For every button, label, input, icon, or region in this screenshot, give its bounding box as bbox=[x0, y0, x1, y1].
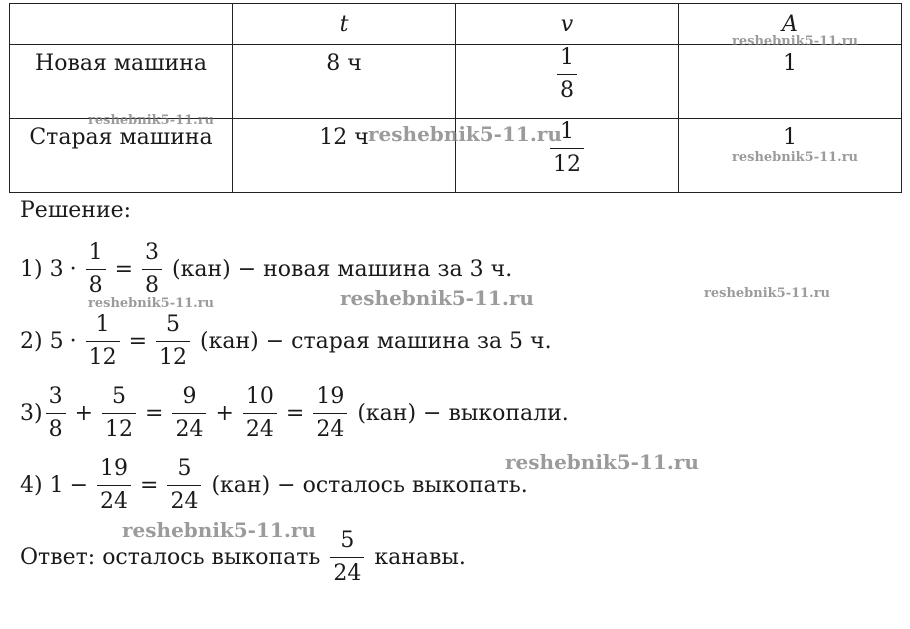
step-text: (кан) − осталось выкопать. bbox=[211, 473, 528, 498]
step-term: 1 bbox=[49, 473, 64, 498]
fraction bbox=[86, 242, 106, 297]
watermark: reshebnik5-11.ru bbox=[88, 113, 215, 128]
row-label: Новая машина bbox=[10, 45, 233, 119]
fraction-denominator: 24 bbox=[172, 413, 206, 441]
fraction bbox=[156, 314, 190, 369]
table-header-cell: t bbox=[233, 4, 456, 45]
fraction-denominator: 24 bbox=[167, 485, 201, 513]
fraction-numerator: 10 bbox=[245, 384, 274, 409]
step-text: (кан) − старая машина за 5 ч. bbox=[200, 329, 552, 354]
step-term: 5 bbox=[49, 329, 64, 354]
fraction bbox=[86, 314, 120, 369]
fraction-numerator: 19 bbox=[100, 456, 129, 481]
answer-prefix: Ответ: осталось выкопать bbox=[20, 545, 321, 570]
watermark: reshebnik5-11.ru bbox=[340, 286, 534, 310]
step-term: 3 bbox=[49, 257, 64, 282]
work-cell: 1 bbox=[679, 45, 902, 119]
fraction bbox=[46, 386, 66, 441]
fraction-denominator: 8 bbox=[142, 269, 162, 297]
fraction-numerator: 1 bbox=[88, 240, 103, 265]
equals-sign: = bbox=[114, 257, 134, 282]
equals-sign: = bbox=[285, 401, 305, 426]
fraction bbox=[172, 386, 206, 441]
fraction-denominator: 12 bbox=[86, 341, 120, 369]
solution-heading: Решение: bbox=[20, 198, 132, 223]
fraction-denominator: 8 bbox=[557, 74, 577, 102]
fraction bbox=[97, 458, 131, 513]
table-header-cell bbox=[10, 4, 233, 45]
fraction-denominator: 12 bbox=[102, 413, 136, 441]
fraction-numerator: 9 bbox=[182, 384, 197, 409]
watermark: reshebnik5-11.ru bbox=[732, 34, 859, 49]
step-text: (кан) − новая машина за 3 ч. bbox=[172, 257, 513, 282]
step-number: 2) bbox=[20, 329, 43, 354]
fraction bbox=[557, 47, 577, 102]
plus-sign: + bbox=[74, 401, 94, 426]
table-header-cell: A bbox=[679, 4, 902, 45]
fraction-denominator: 12 bbox=[550, 148, 584, 176]
multiply-sign: · bbox=[69, 257, 77, 282]
fraction bbox=[243, 386, 277, 441]
fraction-denominator: 24 bbox=[330, 557, 364, 585]
time-cell: 12 ч bbox=[233, 119, 456, 193]
speed-cell bbox=[456, 45, 679, 119]
fraction-numerator: 1 bbox=[560, 45, 574, 70]
fraction-numerator: 19 bbox=[316, 384, 345, 409]
answer-suffix: канавы. bbox=[374, 545, 466, 570]
solution-step-4 bbox=[20, 458, 528, 513]
step-number: 1) bbox=[20, 257, 43, 282]
fraction-numerator: 1 bbox=[95, 312, 110, 337]
watermark: reshebnik5-11.ru bbox=[368, 122, 562, 146]
watermark: reshebnik5-11.ru bbox=[505, 450, 699, 474]
fraction-numerator: 1 bbox=[560, 119, 574, 144]
fraction bbox=[313, 386, 347, 441]
fraction-denominator: 8 bbox=[86, 269, 106, 297]
fraction-numerator: 5 bbox=[177, 456, 192, 481]
row-label: Старая машина bbox=[10, 119, 233, 193]
watermark: reshebnik5-11.ru bbox=[704, 286, 831, 301]
step-text: (кан) − выкопали. bbox=[357, 401, 569, 426]
fraction-denominator: 24 bbox=[97, 485, 131, 513]
watermark: reshebnik5-11.ru bbox=[732, 150, 859, 165]
table-header-cell: v bbox=[456, 4, 679, 45]
fraction-numerator: 5 bbox=[112, 384, 127, 409]
equals-sign: = bbox=[140, 473, 159, 498]
work-cell: 1 bbox=[679, 119, 902, 193]
solution-step-3 bbox=[20, 386, 569, 441]
fraction-numerator: 3 bbox=[48, 384, 63, 409]
fraction bbox=[330, 530, 364, 585]
step-number: 4) bbox=[20, 473, 43, 498]
time-cell: 8 ч bbox=[233, 45, 456, 119]
equals-sign: = bbox=[145, 401, 164, 426]
fraction bbox=[142, 242, 162, 297]
multiply-sign: · bbox=[69, 329, 77, 354]
fraction-numerator: 5 bbox=[340, 528, 355, 553]
fraction-denominator: 24 bbox=[313, 413, 347, 441]
fraction-denominator: 24 bbox=[243, 413, 277, 441]
watermark: reshebnik5-11.ru bbox=[122, 518, 316, 542]
fraction-numerator: 5 bbox=[166, 312, 181, 337]
step-number: 3) bbox=[20, 401, 43, 426]
watermark: reshebnik5-11.ru bbox=[88, 296, 215, 311]
table-row bbox=[10, 45, 902, 119]
minus-sign: − bbox=[69, 473, 89, 498]
fraction-denominator: 8 bbox=[46, 413, 66, 441]
fraction-denominator: 12 bbox=[156, 341, 190, 369]
solution-step-2 bbox=[20, 314, 552, 369]
plus-sign: + bbox=[215, 401, 234, 426]
fraction-numerator: 3 bbox=[145, 240, 160, 265]
equals-sign: = bbox=[128, 329, 148, 354]
fraction bbox=[102, 386, 136, 441]
fraction bbox=[167, 458, 201, 513]
